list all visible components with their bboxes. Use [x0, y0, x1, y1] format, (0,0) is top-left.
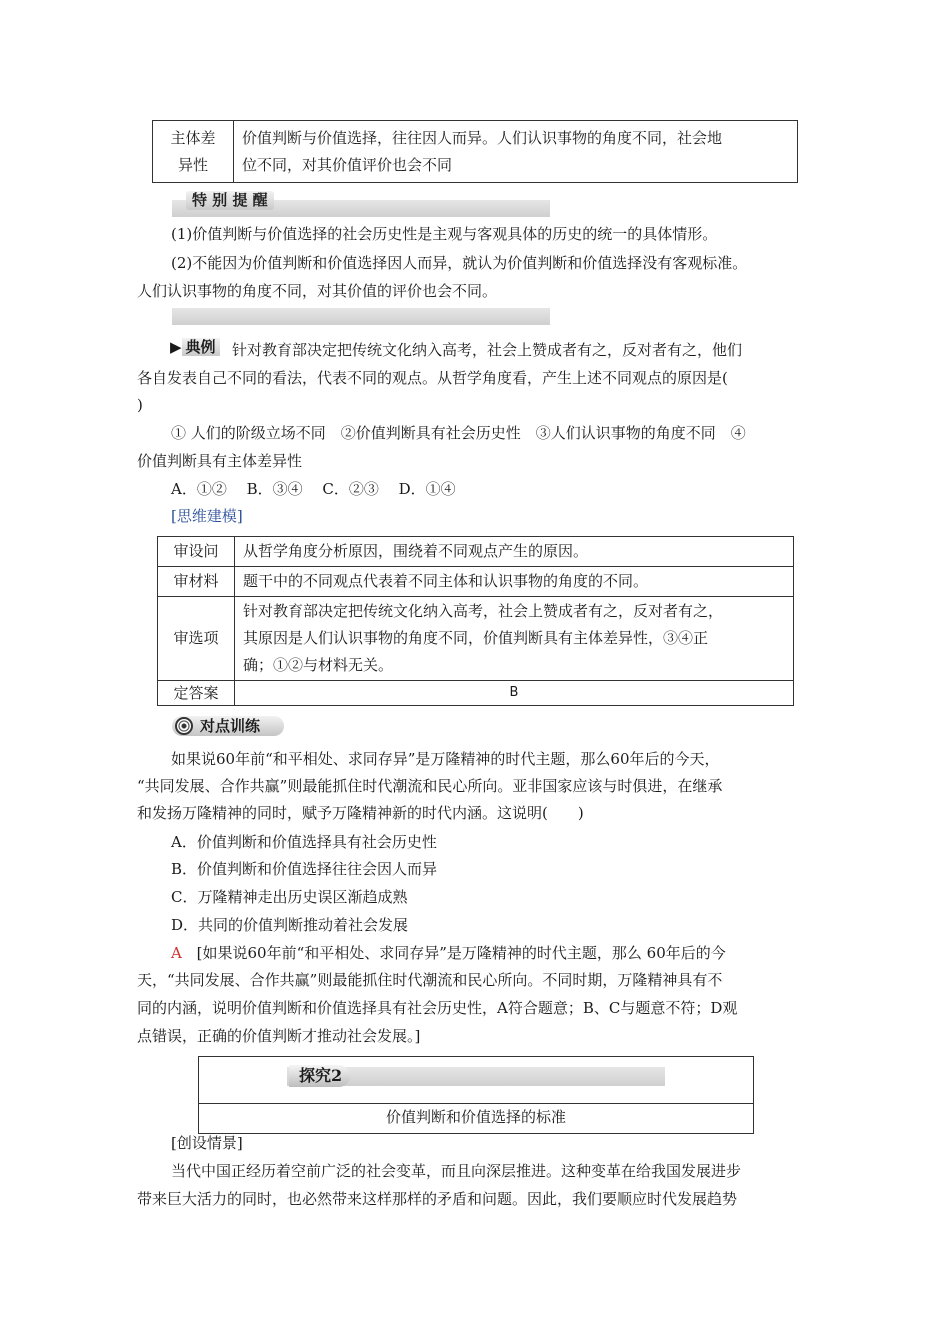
model-label: 定答案 — [158, 681, 235, 706]
model-label: 审选项 — [158, 597, 235, 681]
model-label: 审材料 — [158, 567, 235, 597]
example-question-line-1: 针对教育部决定把传统文化纳入高考，社会上赞成者有之，反对者有之，他们 — [232, 341, 743, 359]
practice-question-line-1: 如果说60年前“和平相处、求同存异”是万隆精神的时代主题，那么60年后的今天， — [171, 750, 720, 768]
subject-difference-table — [152, 120, 798, 183]
practice-answer-line-1: A [如果说60年前“和平相处、求同存异”是万隆精神的时代主题，那么 60年后的今 — [171, 944, 726, 962]
practice-answer-line-2: 天，“共同发展、合作共赢”则最能抓住时代潮流和民心所向。不同时期，万隆精神具有不 — [137, 971, 723, 989]
reminder-point-2-cont: 人们认识事物的角度不同，对其价值的评价也会不同。 — [137, 282, 498, 300]
example-choices: A．①② B．③④ C．②③ D．①④ — [171, 480, 456, 498]
model-content: 题干中的不同观点代表着不同主体和认识事物的角度的不同。 — [235, 567, 794, 597]
explore-title: 价值判断和价值选择的标准 — [385, 1108, 566, 1126]
scenario-heading: [创设情景] — [171, 1134, 243, 1152]
practice-answer-line-3: 同的内涵，说明价值判断和价值选择具有社会历史性，A符合题意；B、C与题意不符；D观 — [137, 999, 738, 1017]
arrow-icon: ▶ — [170, 338, 182, 356]
table-label-cell: 主体差 异性 — [153, 121, 234, 183]
table-row — [158, 537, 794, 567]
scenario-line-1: 当代中国正经历着空前广泛的社会变革，而且向深层推进。这种变革在给我国发展进步 — [171, 1162, 742, 1180]
practice-question-line-3: 和发扬万隆精神的同时，赋予万隆精神新的时代内涵。这说明( ) — [137, 804, 584, 822]
answer-letter: A — [171, 944, 182, 962]
model-answer: B — [235, 681, 794, 706]
practice-option-c: C．万隆精神走出历史误区渐趋成熟 — [171, 888, 408, 906]
example-options-line-1: ① 人们的阶级立场不同 ②价值判断具有社会历史性 ③人们认识事物的角度不同 ④ — [171, 424, 746, 442]
scenario-line-2: 带来巨大活力的同时，也必然带来这样那样的矛盾和问题。因此，我们要顺应时代发展趋势 — [137, 1190, 738, 1208]
table-row — [158, 597, 794, 681]
example-tag: ▶ 典例 — [170, 337, 220, 357]
reminder-end-banner — [172, 308, 550, 325]
table-row — [158, 681, 794, 706]
model-heading: [思维建模] — [171, 507, 243, 525]
practice-option-b: B．价值判断和价值选择往往会因人而异 — [171, 860, 438, 878]
reminder-point-2: (2)不能因为价值判断和价值选择因人而异，就认为价值判断和价值选择没有客观标准。 — [171, 254, 748, 272]
practice-tag: 对点训练 — [172, 716, 284, 736]
table-row — [158, 567, 794, 597]
example-options-line-2: 价值判断具有主体差异性 — [137, 452, 303, 470]
explore-tag: 探究2 — [289, 1065, 350, 1087]
model-content: 针对教育部决定把传统文化纳入高考，社会上赞成者有之，反对者有之， 其原因是人们认识事物的角度不同，价值判断具有主体差异性，③④正 确；①②与材料无关。 — [235, 597, 794, 681]
table-content-cell: 价值判断与价值选择，往往因人而异。人们认识事物的角度不同，社会地 位不同，对其价值评价也会不同 — [234, 121, 798, 183]
practice-answer-line-4: 点错误，正确的价值判断才推动社会发展。] — [137, 1027, 421, 1045]
model-content: 从哲学角度分析原因，围绕着不同观点产生的原因。 — [235, 537, 794, 567]
reminder-tag: 特 别 提 醒 — [186, 191, 274, 210]
practice-option-d: D．共同的价值判断推动着社会发展 — [171, 916, 409, 934]
example-question-line-2: 各自发表自己不同的看法，代表不同的观点。从哲学角度看，产生上述不同观点的原因是( — [137, 369, 728, 387]
practice-question-line-2: “共同发展、合作共赢”则最能抓住时代潮流和民心所向。亚非国家应该与时俱进，在继承 — [137, 777, 723, 795]
target-icon — [175, 717, 193, 735]
model-table — [157, 536, 794, 706]
reminder-point-1: (1)价值判断与价值选择的社会历史性是主观与客观具体的历史的统一的具体情形。 — [171, 225, 718, 243]
model-label: 审设问 — [158, 537, 235, 567]
practice-option-a: A．价值判断和价值选择具有社会历史性 — [171, 833, 437, 851]
example-question-line-3: ) — [137, 396, 143, 414]
explore-box — [198, 1056, 754, 1134]
